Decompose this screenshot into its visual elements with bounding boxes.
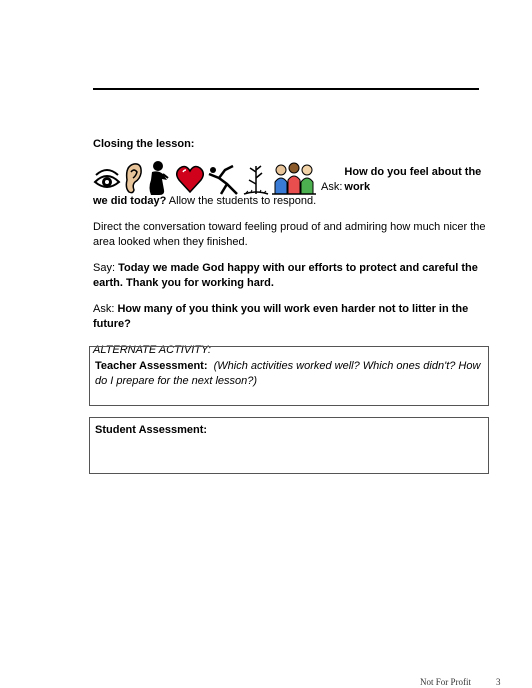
ask-question-continuation (93, 194, 503, 209)
teacher-assessment-prompt: (Which activities worked well? Which ones didn't? How do I prepare for the next lesson?) (95, 360, 481, 387)
praying-child-icon (145, 160, 173, 196)
student-assessment-label: Student Assessment: (95, 424, 208, 436)
stretching-person-icon (207, 160, 241, 196)
ask-followup: Allow the students to respond. (166, 195, 317, 207)
ask2-paragraph (93, 302, 503, 332)
heart-icon (175, 160, 205, 196)
footer-text: Not For Profit (420, 677, 472, 687)
say-label: Say: (93, 262, 119, 274)
ear-icon (123, 160, 143, 196)
ask2-text: How many of you think you will work even harder not to litter in the future? (93, 303, 469, 330)
children-group-icon (271, 160, 317, 196)
eye-icon (93, 160, 121, 196)
student-assessment-box (89, 417, 489, 474)
direct-paragraph: Direct the conversation toward feeling proud of and admiring how much nicer the area looked when they finished. (93, 221, 486, 248)
ask-paragraph (93, 158, 503, 209)
section-heading: Closing the lesson: (93, 138, 195, 150)
teacher-assessment-label: Teacher Assessment: (95, 360, 208, 372)
page-footer (420, 677, 532, 688)
closing-section (93, 137, 503, 369)
say-paragraph (93, 261, 503, 291)
sapling-icon (243, 160, 269, 196)
ask-question-part2: we did today? (93, 195, 167, 207)
ask-label: Ask: (321, 181, 343, 193)
ask-question-part1: How do you feel about the work (344, 166, 482, 193)
top-rule (93, 88, 479, 90)
teacher-assessment-box (89, 346, 489, 406)
ask2-label: Ask: (93, 303, 118, 315)
alternate-activity: ALTERNATE ACTIVITY: (93, 344, 211, 356)
page-number: 3 (496, 677, 501, 687)
say-text: Today we made God happy with our efforts to protect and careful the earth. Thank you for working hard. (93, 262, 478, 289)
pictogram-row (93, 158, 503, 196)
